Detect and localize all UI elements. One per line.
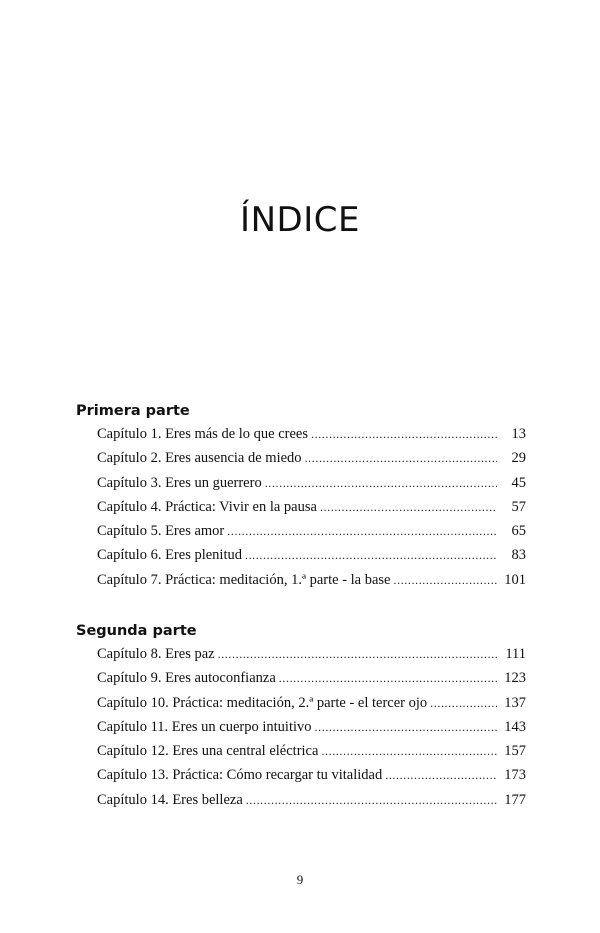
toc-list bbox=[76, 642, 526, 812]
toc-entry-page: 65 bbox=[511, 523, 526, 540]
toc-entry-page: 111 bbox=[505, 646, 526, 662]
toc-entry bbox=[97, 568, 526, 592]
toc-entry bbox=[97, 715, 526, 739]
dot-leader bbox=[246, 788, 497, 812]
toc-entry bbox=[97, 519, 526, 543]
toc-entry-page: 29 bbox=[511, 450, 526, 467]
toc-entry-title: Capítulo 14. Eres belleza bbox=[97, 791, 243, 808]
page-number: 9 bbox=[296, 872, 304, 887]
toc-entry-title: Capítulo 10. Práctica: meditación, 2.ª parte - el tercer ojo bbox=[97, 694, 428, 711]
toc-entry bbox=[97, 543, 526, 567]
toc-entry bbox=[97, 666, 526, 690]
toc-entry bbox=[97, 495, 526, 519]
toc-section-primera-parte bbox=[76, 400, 526, 592]
toc-entry bbox=[97, 739, 526, 763]
toc-entry-title: Capítulo 11. Eres un cuerpo intuitivo bbox=[97, 718, 312, 735]
toc-entry-title: Capítulo 9. Eres autoconfianza bbox=[97, 670, 276, 687]
toc-entry-page: 13 bbox=[511, 426, 526, 442]
toc-entry bbox=[97, 446, 526, 470]
toc-entry bbox=[97, 642, 526, 666]
dot-leader bbox=[311, 422, 497, 446]
dot-leader bbox=[305, 446, 497, 470]
toc-entry-page: 157 bbox=[504, 743, 526, 760]
toc-entry-title: Capítulo 3. Eres un guerrero bbox=[97, 474, 262, 491]
section-heading: Primera parte bbox=[76, 403, 190, 419]
dot-leader bbox=[385, 763, 497, 787]
toc-entry bbox=[97, 471, 526, 495]
page-title: ÍNDICE bbox=[240, 200, 360, 240]
dot-leader bbox=[245, 543, 497, 567]
dot-leader bbox=[394, 568, 498, 592]
toc-entry-page: 177 bbox=[504, 791, 526, 808]
dot-leader bbox=[315, 715, 497, 739]
dot-leader bbox=[279, 666, 497, 690]
dot-leader bbox=[430, 691, 497, 715]
toc-entry-title: Capítulo 5. Eres amor bbox=[97, 523, 225, 540]
toc-entry-page: 83 bbox=[511, 547, 526, 564]
toc-entry-title: Capítulo 6. Eres plenitud bbox=[97, 547, 242, 564]
toc-entry-title: Capítulo 13. Práctica: Cómo recargar tu vitalidad bbox=[97, 767, 383, 784]
dot-leader bbox=[265, 471, 497, 495]
toc-entry bbox=[97, 691, 526, 715]
section-heading: Segunda parte bbox=[76, 623, 197, 639]
dot-leader bbox=[227, 519, 497, 543]
toc-entry-title: Capítulo 12. Eres una central eléctrica bbox=[97, 743, 319, 760]
toc-entry-page: 123 bbox=[504, 670, 526, 687]
dot-leader bbox=[320, 495, 497, 519]
toc-entry-page: 57 bbox=[511, 498, 526, 515]
toc-entry-title: Capítulo 8. Eres paz bbox=[97, 646, 215, 662]
toc-entry-title: Capítulo 7. Práctica: meditación, 1.ª parte - la base bbox=[97, 571, 391, 588]
toc-entry-page: 101 bbox=[504, 571, 526, 588]
dot-leader bbox=[321, 739, 497, 763]
toc-entry bbox=[97, 788, 526, 812]
toc-entry-page: 137 bbox=[504, 694, 526, 711]
toc-entry-page: 173 bbox=[504, 767, 526, 784]
dot-leader bbox=[218, 642, 497, 666]
toc-entry-title: Capítulo 4. Práctica: Vivir en la pausa bbox=[97, 498, 317, 515]
toc-entry bbox=[97, 422, 526, 446]
toc-list bbox=[76, 422, 526, 592]
toc-entry-page: 45 bbox=[511, 474, 526, 491]
toc-entry-title: Capítulo 1. Eres más de lo que crees bbox=[97, 426, 308, 442]
toc-entry-title: Capítulo 2. Eres ausencia de miedo bbox=[97, 450, 302, 467]
toc-section-segunda-parte bbox=[76, 620, 526, 812]
toc-entry bbox=[97, 763, 526, 787]
toc-entry-page: 143 bbox=[504, 718, 526, 735]
